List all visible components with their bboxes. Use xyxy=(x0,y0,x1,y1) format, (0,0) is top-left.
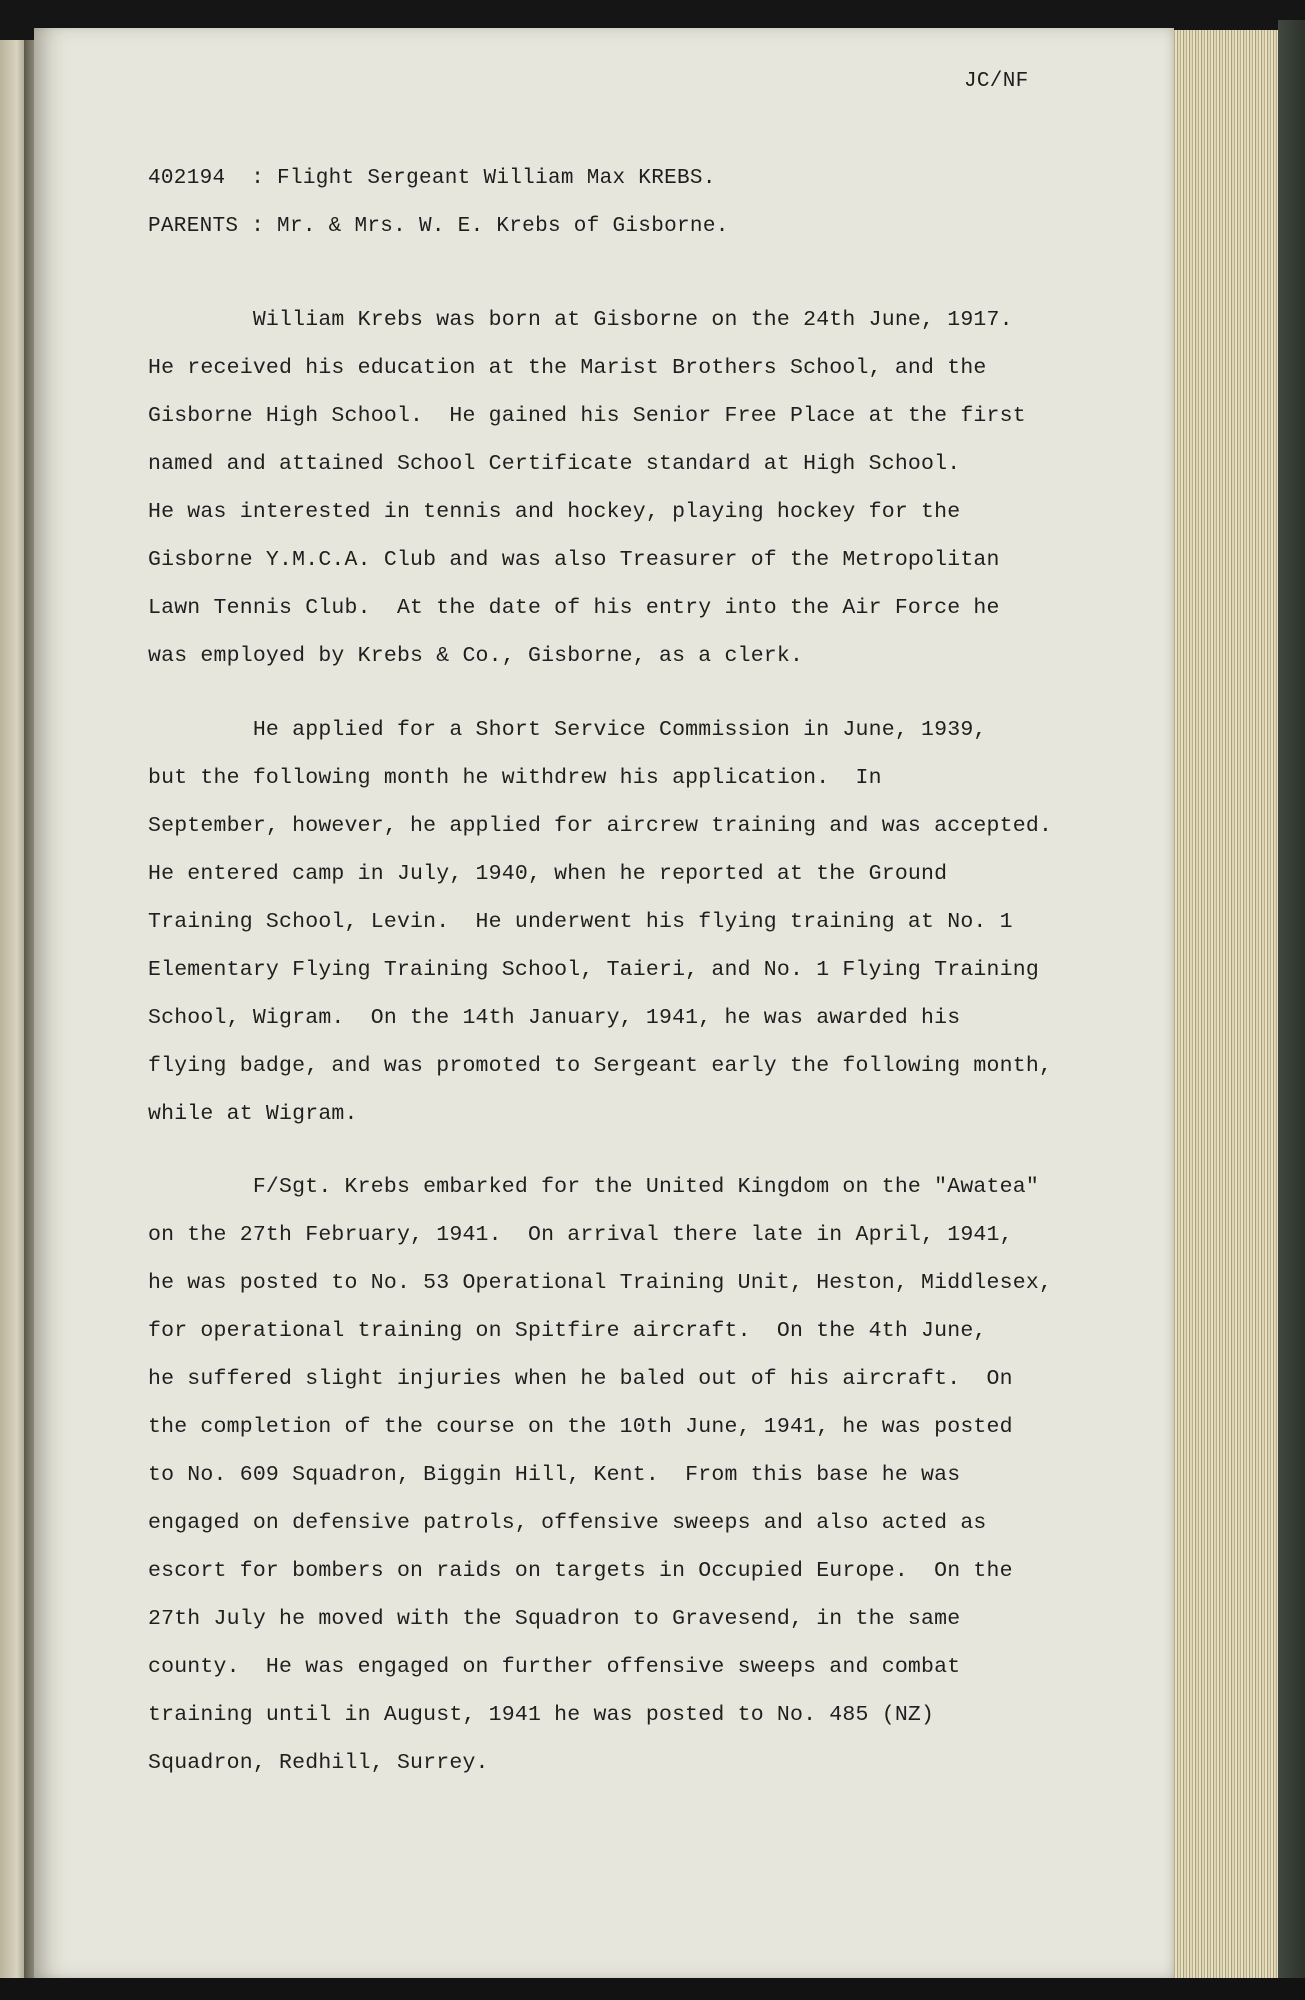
text-line: training until in August, 1941 he was posted to No. 485 (NZ) xyxy=(148,1703,935,1727)
text-line: Lawn Tennis Club. At the date of his entry into the Air Force he xyxy=(148,596,1000,620)
airman-name: Flight Sergeant William Max KREBS. xyxy=(277,167,716,190)
parents-line xyxy=(148,215,729,238)
text-line: Gisborne Y.M.C.A. Club and was also Treasurer of the Metropolitan xyxy=(148,548,1000,572)
header-separator: : xyxy=(251,167,265,190)
text-line: engaged on defensive patrols, offensive sweeps and also acted as xyxy=(148,1511,987,1535)
text-line: F/Sgt. Krebs embarked for the United Kingdom on the "Awatea" xyxy=(148,1175,1039,1199)
text-line: named and attained School Certificate standard at High School. xyxy=(148,452,961,476)
text-line: School, Wigram. On the 14th January, 1941, he was awarded his xyxy=(148,1006,961,1030)
text-line: flying badge, and was promoted to Sergeant early the following month, xyxy=(148,1054,1053,1078)
service-number: 402194 xyxy=(148,167,226,190)
reference-code: JC/NF xyxy=(964,70,1029,93)
text-line: he was posted to No. 53 Operational Training Unit, Heston, Middlesex, xyxy=(148,1271,1053,1295)
text-line: 27th July he moved with the Squadron to Gravesend, in the same xyxy=(148,1607,961,1631)
text-line: Squadron, Redhill, Surrey. xyxy=(148,1751,489,1775)
text-line: for operational training on Spitfire aircraft. On the 4th June, xyxy=(148,1319,987,1343)
book-cover-edge xyxy=(1278,20,1305,1985)
text-line: while at Wigram. xyxy=(148,1102,358,1126)
text-line: escort for bombers on raids on targets in Occupied Europe. On the xyxy=(148,1559,1013,1583)
text-line: he suffered slight injuries when he baled out of his aircraft. On xyxy=(148,1367,1013,1391)
text-line: on the 27th February, 1941. On arrival there late in April, 1941, xyxy=(148,1223,1013,1247)
text-line: He was interested in tennis and hockey, playing hockey for the xyxy=(148,500,961,524)
service-number-line xyxy=(148,167,716,190)
text-line: September, however, he applied for aircrew training and was accepted. xyxy=(148,814,1053,838)
parents-value: Mr. & Mrs. W. E. Krebs of Gisborne. xyxy=(277,215,729,238)
text-line: He entered camp in July, 1940, when he reported at the Ground xyxy=(148,862,948,886)
text-line: William Krebs was born at Gisborne on the 24th June, 1917. xyxy=(148,308,1013,332)
stacked-page-edges xyxy=(1160,30,1280,1980)
parents-separator: : xyxy=(251,215,265,238)
text-line: county. He was engaged on further offensive sweeps and combat xyxy=(148,1655,961,1679)
text-line: but the following month he withdrew his application. In xyxy=(148,766,882,790)
text-line: the completion of the course on the 10th June, 1941, he was posted xyxy=(148,1415,1013,1439)
text-line: He applied for a Short Service Commission in June, 1939, xyxy=(148,718,987,742)
text-line: He received his education at the Marist Brothers School, and the xyxy=(148,356,987,380)
text-line: Elementary Flying Training School, Taieri, and No. 1 Flying Training xyxy=(148,958,1039,982)
text-line: Gisborne High School. He gained his Senior Free Place at the first xyxy=(148,404,1026,428)
text-line: to No. 609 Squadron, Biggin Hill, Kent. From this base he was xyxy=(148,1463,961,1487)
scan-bottom-edge xyxy=(0,1978,1305,2000)
text-line: was employed by Krebs & Co., Gisborne, as a clerk. xyxy=(148,644,804,668)
text-line: Training School, Levin. He underwent his flying training at No. 1 xyxy=(148,910,1013,934)
parents-label: PARENTS xyxy=(148,215,239,238)
